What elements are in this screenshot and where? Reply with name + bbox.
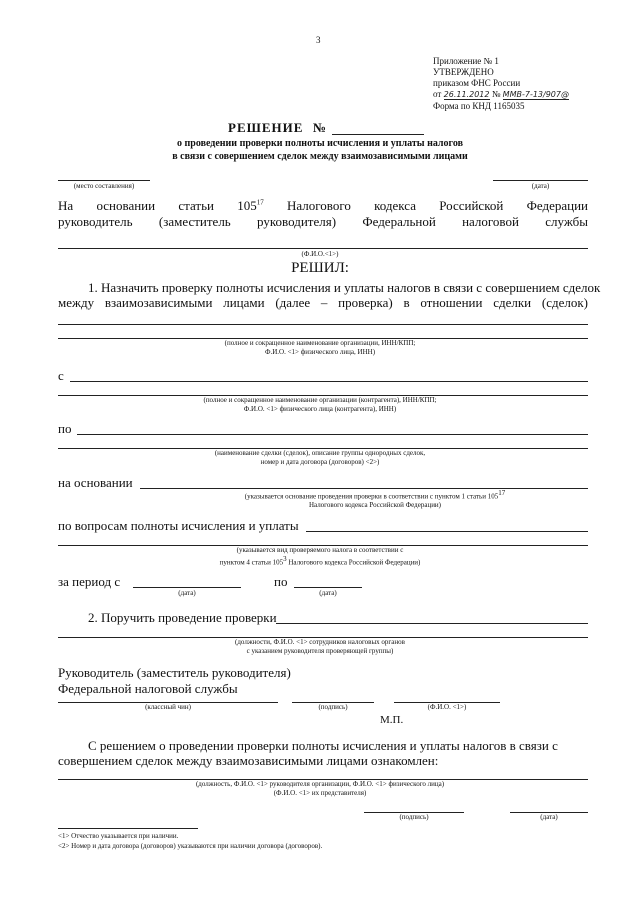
preamble-article: $105^{17}$: [237, 198, 264, 213]
title-number-line: [332, 134, 424, 135]
item1-word: сделки: [493, 295, 532, 310]
date-line: [493, 180, 588, 181]
head-fio-caption: (Ф.И.О.<1>): [301, 250, 339, 258]
questions-label: по вопросам полноты исчисления и уплаты: [58, 518, 299, 533]
stamp-place: М.П.: [380, 714, 404, 726]
title-subtitle-2: в связи с совершением сделок между взаимозависимыми лицами: [172, 151, 468, 162]
item1-word: отношении: [420, 295, 483, 310]
item1-word: лицами: [223, 295, 265, 310]
preamble-word: На: [58, 198, 74, 213]
deal-line-1: [77, 434, 588, 435]
preamble-word: (заместитель: [158, 214, 231, 229]
preamble-word: кодекса: [374, 198, 416, 213]
staff-caption: (должности, Ф.И.О. <1> сотрудников налоговых органов с указанием руководителя проверяющей группы): [235, 638, 405, 655]
preamble-word: статьи: [178, 198, 214, 213]
item1-line-2: [58, 295, 588, 311]
ack-line-2: совершением сделок между взаимозависимыми лицами ознакомлен:: [58, 753, 439, 768]
preamble-word: Налогового: [287, 198, 351, 213]
head-fio-sign-caption: (Ф.И.О. <1>): [427, 703, 467, 711]
header-number-label: №: [491, 89, 501, 99]
header-order-ref: [433, 89, 569, 100]
ack-line-1: С решением о проведении проверки полноты исчисления и уплаты налогов в связи с: [88, 738, 558, 753]
item2-label: 2. Поручить проведение проверки: [88, 610, 277, 625]
title-main: РЕШЕНИЕ: [228, 120, 304, 135]
period-from-label: за период с: [58, 574, 121, 589]
head-fio-line: [58, 248, 588, 249]
item1-line-1: 1. Назначить проверку полноты исчисления и уплаты налогов в связи с совершением сделок: [88, 280, 601, 295]
title-subtitle-1: о проведении проверки полноты исчисления и уплаты налогов: [177, 138, 463, 149]
period-to-caption: (дата): [319, 589, 337, 597]
period-from-caption: (дата): [178, 589, 196, 597]
title-number-sign: №: [313, 120, 327, 135]
date-caption: (дата): [531, 182, 550, 190]
header-form-code: Форма по КНД 1165035: [433, 101, 525, 111]
header-appendix: Приложение № 1: [433, 56, 499, 66]
item1-word: в: [403, 295, 410, 310]
item1-word: взаимозависимыми: [104, 295, 213, 310]
preamble-line-2: [58, 214, 588, 230]
place-caption: (место составления): [73, 182, 135, 190]
footnote-1: <1> Отчество указывается при наличии.: [58, 832, 179, 840]
preamble-word: основании: [96, 198, 156, 213]
basis-label: на основании: [58, 475, 133, 490]
preamble-word: службы: [545, 214, 588, 229]
preamble-word: Российской: [439, 198, 504, 213]
with-label: с: [58, 368, 64, 383]
period-from-line: [133, 587, 241, 588]
org-caption: (полное и сокращенное наименование организации, ИНН/КПП; Ф.И.О. <1> физического лица, ИНН): [224, 339, 416, 356]
preamble-word: Федеральной: [362, 214, 436, 229]
preamble-word: налоговой: [462, 214, 519, 229]
footnote-separator: [58, 828, 198, 829]
period-to-label: по: [274, 574, 288, 589]
place-line: [58, 180, 150, 181]
preamble-word: руководитель: [58, 214, 133, 229]
preamble-line-1: [58, 198, 588, 214]
page-number: 3: [316, 35, 321, 45]
counterparty-line-1: [70, 381, 588, 382]
decided-heading: РЕШИЛ:: [291, 260, 349, 276]
item1-word: между: [58, 295, 95, 310]
header-order: приказом ФНС России: [433, 78, 521, 88]
counterparty-caption: (полное и сокращенное наименование организации (контрагента), ИНН/КПП; Ф.И.О. <1> физического лица (контрагента), ИНН): [203, 396, 437, 413]
tax-line-1: [306, 531, 588, 532]
ack-signature-caption: (подпись): [399, 813, 429, 821]
period-to-line: [294, 587, 362, 588]
item1-word: проверка): [338, 295, 393, 310]
rank-caption: (классный чин): [145, 703, 191, 711]
item1-word: (далее: [275, 295, 311, 310]
head-title-1: Руководитель (заместитель руководителя): [58, 665, 291, 680]
header-approved: УТВЕРЖДЕНО: [433, 67, 494, 77]
preamble-word: руководителя): [257, 214, 337, 229]
preamble-word: Федерации: [526, 198, 588, 213]
header-from-label: от: [433, 89, 442, 99]
basis-caption: (указывается основание проведения проверки в соответствии с пунктом 1 статьи $105^{17}$ Налогового кодекса Российской Федерации): [244, 489, 506, 510]
deal-caption: (наименование сделки (сделок), описание группы однородных сделок, номер и дата договора (договоров) <2>): [214, 449, 426, 466]
item1-word: (сделок): [541, 295, 588, 310]
by-label: по: [58, 421, 72, 436]
signature-caption: (подпись): [318, 703, 348, 711]
header-number-handwritten: ММВ-7-13/907@: [502, 90, 569, 99]
header-date-handwritten: 26.11.2012: [443, 90, 490, 99]
staff-line-1: [276, 623, 588, 624]
tax-caption: (указывается вид проверяемого налога в соответствии с пунктом 4 статьи $105^3$ Налогового кодекса Российской Федерации): [219, 546, 421, 567]
head-title-2: Федеральной налоговой службы: [58, 681, 238, 696]
item1-word: –: [320, 295, 328, 310]
ack-date-caption: (дата): [540, 813, 558, 821]
ack-caption: (должность, Ф.И.О. <1> руководителя организации, Ф.И.О. <1> физического лица) (Ф.И.О. <1> их представителя): [195, 780, 445, 797]
org-line-1: [58, 324, 588, 325]
footnote-2: <2> Номер и дата договора (договоров) указываются при наличии договора (договоров).: [58, 842, 323, 850]
